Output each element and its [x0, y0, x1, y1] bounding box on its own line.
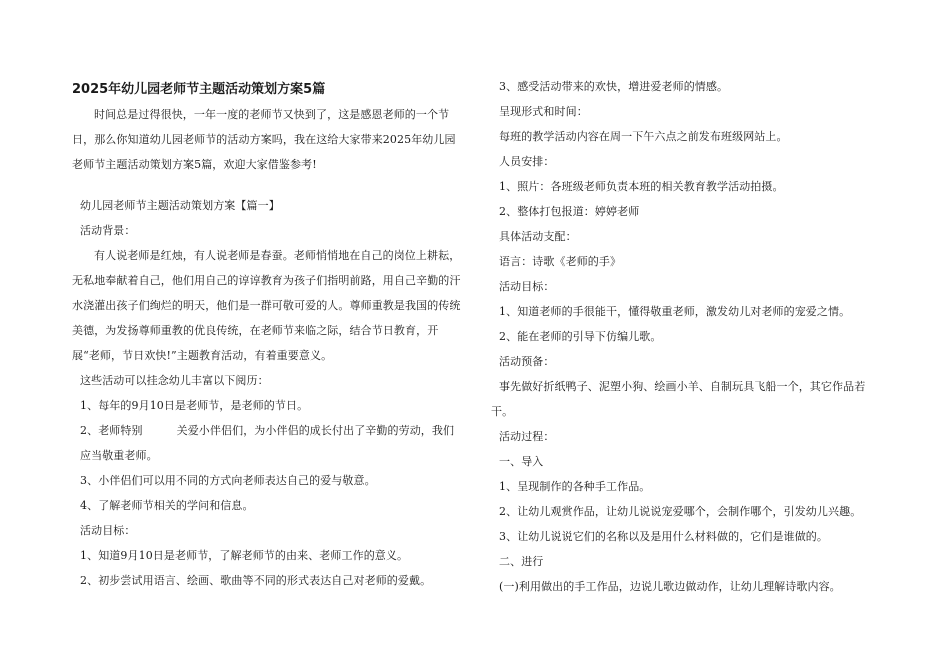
list-item: (一)利用做出的手工作品，边说儿歌边做动作，让幼儿理解诗歌内容。: [499, 580, 841, 593]
list-item: 3、小伴侣们可以用不同的方式向老师表达自己的爱与敬意。: [80, 474, 376, 487]
paragraph: 语言：诗歌《老师的手》: [499, 255, 622, 268]
list-item: 2、让幼儿观赏作品，让幼儿说说宠爱哪个，会制作哪个，引发幼儿兴趣。: [499, 505, 862, 518]
list-item: 2、整体打包报道：婷婷老师: [499, 205, 640, 218]
paragraph-label: 活动预备：: [499, 355, 555, 368]
paragraph-label: 具体活动支配：: [499, 230, 577, 243]
paragraph-label: 呈现形式和时间：: [499, 105, 588, 118]
paragraph-label: 活动目标：: [499, 280, 555, 293]
background-paragraph: 有人说老师是红烛，有人说老师是春蚕。老师悄悄地在自己的岗位上耕耘，无私地奉献着自己，他们用自己的谆谆教育为孩子们指明前路，用自己辛勤的汗水浇灌出孩子们绚烂的明天，他们是一群可敬可爱的人。尊师重教是我国的传统美德，为发扬尊师重教的优良传统，在老师节来临之际，结合节日教育，开展“老师，节日欢快!”主题教育活动，有着重要意义。: [72, 249, 461, 362]
list-item: 4、了解老师节相关的学问和信息。: [80, 499, 254, 512]
paragraph-label: 这些活动可以挂念幼儿丰富以下阅历：: [80, 374, 269, 387]
list-item: [72, 418, 464, 468]
list-item: 2、初步尝试用语言、绘画、歌曲等不同的形式表达自己对老师的爱戴。: [80, 574, 432, 587]
document-title: 2025年幼儿园老师节主题活动策划方案5篇: [72, 82, 326, 97]
section-heading: 幼儿园老师节主题活动策划方案【篇一】: [80, 199, 280, 212]
intro-paragraph: 时间总是过得很快，一年一度的老师节又快到了，这是感恩老师的一个节日，那么你知道幼儿园老师节的活动方案吗，我在这给大家带来2025年幼儿园老师节主题活动策划方案5篇，欢迎大家借鉴参考!: [72, 108, 456, 171]
list-item: 3、让幼儿说说它们的名称以及是用什么材料做的，它们是谁做的。: [499, 530, 828, 543]
paragraph-label: 活动目标：: [80, 524, 136, 537]
paragraph-label: 人员安排：: [499, 155, 555, 168]
list-item: 一、导入: [499, 455, 544, 468]
list-item: 1、知道9月10日是老师节，了解老师节的由来、老师工作的意义。: [80, 549, 409, 562]
list-item: 1、每年的9月10日是老师节，是老师的节日。: [80, 399, 309, 412]
list-item: 1、照片：各班级老师负责本班的相关教育教学活动拍摄。: [499, 180, 784, 193]
list-item-part: 关爱小伴侣们，为小伴侣的成长付出了辛勤的劳动，我们应当敬重老师。: [80, 424, 455, 462]
list-item: 1、呈现制作的各种手工作品。: [499, 480, 651, 493]
spacer: [72, 177, 464, 193]
paragraph-label: 活动背景：: [80, 224, 136, 237]
paragraph: 每班的教学活动内容在周一下午六点之前发布班级网站上。: [499, 130, 788, 143]
list-item: 二、进行: [499, 555, 544, 568]
paragraph-label: 活动过程：: [499, 430, 555, 443]
list-item-part: 2、老师特别: [80, 424, 143, 437]
paragraph: 事先做好折纸鸭子、泥塑小狗、绘画小羊、自制玩具飞船一个，其它作品若干。: [491, 380, 866, 418]
list-item: 1、知道老师的手很能干，懂得敬重老师，激发幼儿对老师的宠爱之情。: [499, 305, 851, 318]
list-item: 3、感受活动带来的欢快，增进爱老师的情感。: [499, 80, 729, 93]
left-column: [72, 74, 464, 593]
right-column: [491, 74, 887, 599]
list-item: 2、能在老师的引导下仿编儿歌。: [499, 330, 662, 343]
